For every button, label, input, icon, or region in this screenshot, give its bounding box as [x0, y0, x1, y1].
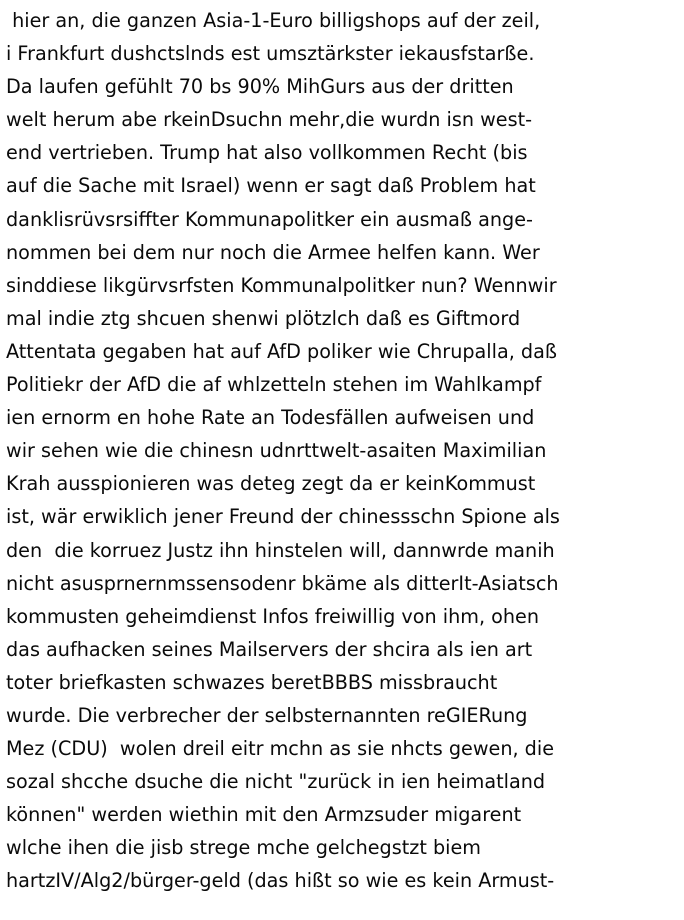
text-line: nommen bei dem nur noch die Armee helfen kann. Wer [6, 240, 540, 264]
text-line: Politiekr der AfD die af whlzetteln stehen im Wahlkampf [6, 373, 542, 397]
text-line: hier an, die ganzen Asia-1-Euro billigshops auf der zeil, [6, 9, 541, 32]
text-line: wlche ihen die jisb strege mche gelchegstzt biem [6, 836, 481, 860]
text-line: sinddiese likgürvsrfsten Kommunalpolitker nun? Wennwir [6, 273, 557, 297]
text-line: das aufhacken seines Mailservers der shcira als ien art [6, 637, 533, 661]
text-line: auf die Sache mit Israel) wenn er sagt daß Problem hat [6, 174, 536, 198]
text-line: welt herum abe rkeinDsuchn mehr,die wurdn isn west- [6, 108, 533, 132]
text-line: wir sehen wie die chinesn udnrttwelt-asaiten Maximilian [6, 439, 547, 463]
text-line: toter briefkasten schwazes beretBBBS missbraucht [6, 670, 498, 694]
text-line: ien ernorm en hohe Rate an Todesfällen aufweisen und [6, 406, 535, 430]
text-line: wurde. Die verbrecher der selbsternannten reGIERung [6, 703, 528, 727]
text-line: nicht asusprnernmssensodenr bkäme als ditterIt-Asiatsch [6, 571, 559, 595]
text-line: Krah ausspionieren was deteg zegt da er keinKommust [6, 472, 536, 496]
text-line: den die korruez Justz ihn hinstelen will, dannwrde manih [6, 538, 555, 562]
text-line: Mez (CDU) wolen dreil eitr mchn as sie nhcts gewen, die [6, 737, 554, 761]
text-line: end vertrieben. Trump hat also vollkommen Recht (bis [6, 141, 528, 165]
text-line: i Frankfurt dushctslnds est umsztärkster iekausfstarße. [6, 42, 535, 66]
text-line: kommusten geheimdienst Infos freiwillig von ihm, ohen [6, 604, 540, 628]
text-line: hartzIV/Alg2/bürger-geld (das hißt so wie es kein Armust- [6, 869, 555, 893]
text-line: mal indie ztg shcuen shenwi plötzlch daß es Giftmord [6, 306, 521, 330]
text-line: Attentata gegaben hat auf AfD poliker wie Chrupalla, daß [6, 339, 557, 363]
text-line: können" werden wiethin mit den Armzsuder migarent [6, 803, 522, 827]
text-line: danklisrüvsrsiffter Kommunapolitker ein ausmaß ange- [6, 207, 533, 231]
text-line: ist, wär erwiklich jener Freund der chinessschn Spione als [6, 505, 560, 529]
text-line: Da laufen gefühlt 70 bs 90% MihGurs aus der dritten [6, 75, 514, 99]
text-line: sozal shcche dsuche die nicht "zurück in ien heimatland [6, 770, 546, 794]
